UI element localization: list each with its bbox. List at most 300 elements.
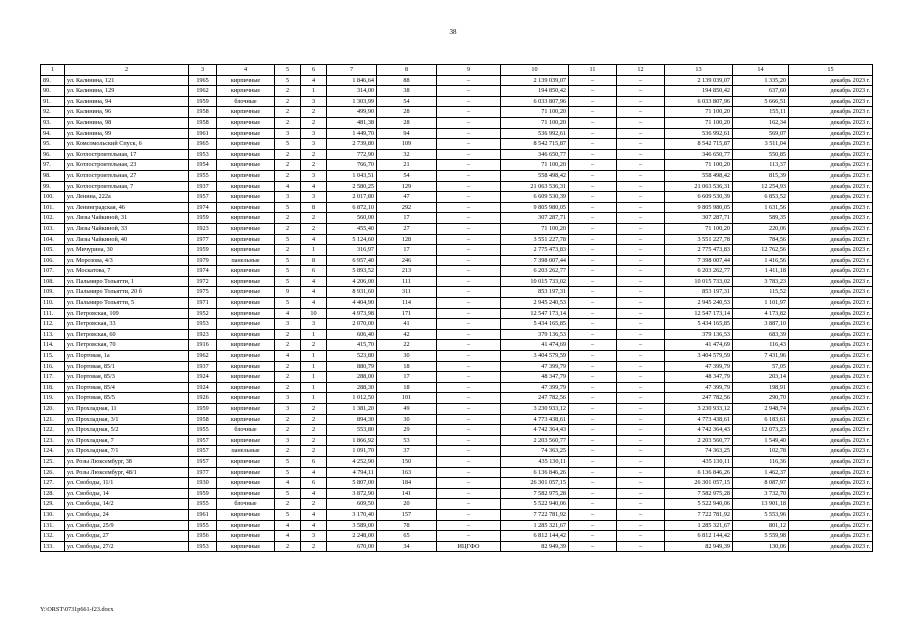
table-cell: 12 762,56	[733, 245, 789, 256]
table-row	[41, 456, 873, 467]
table-cell: 415,70	[327, 340, 377, 351]
table-cell: 4	[301, 298, 327, 309]
table-cell: 379 136,53	[665, 329, 733, 340]
table-cell: декабрь 2023 г.	[789, 139, 873, 150]
table-cell: 1	[301, 382, 327, 393]
table-cell: 74 363,25	[501, 446, 569, 457]
table-cell: 155,11	[733, 107, 789, 118]
table-cell: –	[617, 446, 665, 457]
table-cell: 853 197,31	[501, 287, 569, 298]
table-cell: 2 580,25	[327, 181, 377, 192]
table-cell: 606,40	[327, 329, 377, 340]
table-cell: 162,34	[733, 117, 789, 128]
table-cell: –	[617, 149, 665, 160]
table-cell: 6 609 530,39	[501, 192, 569, 203]
table-cell: 307 287,71	[665, 213, 733, 224]
table-cell: 5 807,00	[327, 478, 377, 489]
table-cell: 3	[275, 319, 301, 330]
table-cell: декабрь 2023 г.	[789, 425, 873, 436]
table-cell: –	[569, 509, 617, 520]
table-cell: 766,70	[327, 160, 377, 171]
table-cell: кирпичные	[217, 202, 275, 213]
table-cell: 3 732,70	[733, 488, 789, 499]
table-row	[41, 488, 873, 499]
table-cell: ул. Котлостроительная, 17	[65, 149, 189, 160]
table-cell: 3	[275, 128, 301, 139]
table-cell: 49	[377, 404, 437, 415]
table-cell: 115,52	[733, 287, 789, 298]
table-cell: 3 887,10	[733, 319, 789, 330]
table-cell: –	[569, 372, 617, 383]
table-cell: 1 449,70	[327, 128, 377, 139]
table-cell: ИЦГФО	[437, 541, 501, 552]
table-cell: 247 782,56	[501, 393, 569, 404]
table-cell: 4	[301, 181, 327, 192]
table-cell: 10 015 733,02	[501, 276, 569, 287]
table-cell: 102,78	[733, 446, 789, 457]
table-cell: 106.	[41, 255, 65, 266]
table-cell: 2	[275, 372, 301, 383]
table-cell: 194 850,42	[665, 86, 733, 97]
table-cell: 102.	[41, 213, 65, 224]
table-cell: 880,79	[327, 361, 377, 372]
table-cell: 1974	[189, 202, 217, 213]
table-cell: 1959	[189, 213, 217, 224]
table-cell: декабрь 2023 г.	[789, 499, 873, 510]
table-cell: 1916	[189, 340, 217, 351]
table-cell: 292	[377, 202, 437, 213]
table-body	[41, 75, 873, 552]
table-cell: 28	[377, 107, 437, 118]
table-cell: 4	[301, 234, 327, 245]
table-cell: 558 498,42	[501, 170, 569, 181]
table-cell: –	[569, 499, 617, 510]
table-cell: 1	[301, 372, 327, 383]
table-cell: 71 100,20	[501, 107, 569, 118]
table-cell: 2	[275, 107, 301, 118]
table-cell: 6 609 530,39	[665, 192, 733, 203]
table-cell: кирпичные	[217, 467, 275, 478]
table-cell: 213	[377, 266, 437, 277]
table-row	[41, 86, 873, 97]
table-cell: 2	[275, 213, 301, 224]
table-cell: 772,90	[327, 149, 377, 160]
table-cell: декабрь 2023 г.	[789, 467, 873, 478]
table-cell: 2	[301, 213, 327, 224]
table-cell: 1926	[189, 393, 217, 404]
table-cell: –	[617, 520, 665, 531]
table-cell: –	[617, 435, 665, 446]
table-cell: 6	[301, 266, 327, 277]
table-cell: 5	[275, 298, 301, 309]
table-cell: 1957	[189, 435, 217, 446]
table-cell: блочные	[217, 425, 275, 436]
table-row	[41, 319, 873, 330]
table-cell: 2	[301, 223, 327, 234]
table-cell: 104.	[41, 234, 65, 245]
table-cell: декабрь 2023 г.	[789, 160, 873, 171]
table-cell: –	[617, 128, 665, 139]
table-cell: ул. Петровская, 109	[65, 308, 189, 319]
table-cell: –	[569, 266, 617, 277]
table-cell: 288,30	[327, 382, 377, 393]
table-row	[41, 117, 873, 128]
table-cell: ул. Прохладная, 5/2	[65, 425, 189, 436]
table-cell: ул. Калинина, 129	[65, 86, 189, 97]
table-cell: кирпичные	[217, 478, 275, 489]
table-cell: 2 139 039,07	[501, 75, 569, 86]
table-cell: 89.	[41, 75, 65, 86]
table-cell: 47 399,79	[665, 361, 733, 372]
table-cell: 10 015 733,02	[665, 276, 733, 287]
table-cell: 4 773 438,61	[665, 414, 733, 425]
table-cell: декабрь 2023 г.	[789, 75, 873, 86]
table-cell: 3 170,40	[327, 509, 377, 520]
table-cell: 130.	[41, 509, 65, 520]
table-cell: 163	[377, 467, 437, 478]
table-cell: 4	[301, 488, 327, 499]
table-cell: 117.	[41, 372, 65, 383]
table-cell: 6	[301, 478, 327, 489]
table-cell: кирпичные	[217, 509, 275, 520]
table-cell: 6 203 262,77	[501, 266, 569, 277]
table-cell: 1953	[189, 541, 217, 552]
table-row	[41, 435, 873, 446]
table-cell: 113.	[41, 329, 65, 340]
table-cell: 130,06	[733, 541, 789, 552]
table-cell: –	[569, 117, 617, 128]
table-cell: 346 650,77	[501, 149, 569, 160]
table-cell: 92.	[41, 107, 65, 118]
table-cell: 2	[301, 541, 327, 552]
table-cell: 157	[377, 509, 437, 520]
table-cell: 1965	[189, 139, 217, 150]
column-header: 8	[377, 65, 437, 76]
table-cell: –	[617, 499, 665, 510]
table-cell: кирпичные	[217, 181, 275, 192]
table-row	[41, 181, 873, 192]
table-cell: 246	[377, 255, 437, 266]
table-cell: –	[437, 456, 501, 467]
table-cell: –	[617, 202, 665, 213]
table-cell: –	[437, 446, 501, 457]
table-cell: 2	[275, 96, 301, 107]
table-cell: 6 872,10	[327, 202, 377, 213]
table-cell: 314,00	[327, 86, 377, 97]
table-cell: –	[617, 319, 665, 330]
table-cell: 34	[377, 541, 437, 552]
table-cell: ул. Прохладная, 7	[65, 435, 189, 446]
table-cell: 4 794,11	[327, 467, 377, 478]
table-cell: –	[617, 234, 665, 245]
table-cell: 2	[275, 149, 301, 160]
table-cell: 105.	[41, 245, 65, 256]
table-cell: 1955	[189, 520, 217, 531]
table-cell: –	[437, 329, 501, 340]
table-cell: 1923	[189, 223, 217, 234]
table-cell: 96.	[41, 149, 65, 160]
table-row	[41, 149, 873, 160]
table-cell: декабрь 2023 г.	[789, 509, 873, 520]
table-cell: 4	[275, 351, 301, 362]
table-cell: –	[437, 435, 501, 446]
table-cell: 103.	[41, 223, 65, 234]
table-cell: 116.	[41, 361, 65, 372]
table-cell: 1	[301, 393, 327, 404]
table-cell: 1979	[189, 255, 217, 266]
table-row	[41, 404, 873, 415]
table-cell: 1 631,56	[733, 202, 789, 213]
table-cell: 2	[301, 414, 327, 425]
table-cell: 853 197,31	[665, 287, 733, 298]
table-cell: –	[569, 202, 617, 213]
table-cell: ул. Портовая, 85/5	[65, 393, 189, 404]
table-cell: 4 206,00	[327, 276, 377, 287]
table-cell: 71 100,20	[501, 223, 569, 234]
table-cell: ул. Свободы, 14/2	[65, 499, 189, 510]
table-cell: 3	[275, 404, 301, 415]
table-cell: 2	[301, 425, 327, 436]
table-cell: декабрь 2023 г.	[789, 117, 873, 128]
table-cell: 126.	[41, 467, 65, 478]
table-cell: 171	[377, 308, 437, 319]
table-cell: кирпичные	[217, 266, 275, 277]
table-cell: –	[437, 298, 501, 309]
table-cell: 57,05	[733, 361, 789, 372]
table-cell: –	[617, 107, 665, 118]
table-cell: 1957	[189, 446, 217, 457]
table-cell: 3	[275, 435, 301, 446]
table-cell: кирпичные	[217, 117, 275, 128]
table-cell: –	[437, 234, 501, 245]
table-cell: –	[437, 382, 501, 393]
table-cell: –	[617, 425, 665, 436]
table-cell: ул. Свободы, 27/2	[65, 541, 189, 552]
table-cell: 589,35	[733, 213, 789, 224]
table-cell: 8	[301, 255, 327, 266]
table-cell: 1 303,99	[327, 96, 377, 107]
table-cell: 5 893,52	[327, 266, 377, 277]
table-cell: 101.	[41, 202, 65, 213]
table-cell: кирпичные	[217, 340, 275, 351]
table-cell: 5	[275, 467, 301, 478]
table-cell: декабрь 2023 г.	[789, 287, 873, 298]
table-cell: ул. Пальмиро Тольятти, 20 б	[65, 287, 189, 298]
table-cell: –	[437, 181, 501, 192]
table-cell: 13 901,18	[733, 499, 789, 510]
table-cell: декабрь 2023 г.	[789, 478, 873, 489]
table-row	[41, 287, 873, 298]
table-cell: 184	[377, 478, 437, 489]
table-cell: 435 130,11	[501, 456, 569, 467]
table-cell: ул. Портовая, 1а	[65, 351, 189, 362]
table-cell: 1974	[189, 266, 217, 277]
column-header: 5	[275, 65, 301, 76]
table-cell: декабрь 2023 г.	[789, 255, 873, 266]
table-row	[41, 96, 873, 107]
table-cell: –	[569, 223, 617, 234]
table-cell: –	[437, 287, 501, 298]
table-cell: декабрь 2023 г.	[789, 245, 873, 256]
table-cell: 455,40	[327, 223, 377, 234]
table-cell: 1961	[189, 128, 217, 139]
table-cell: –	[569, 456, 617, 467]
table-cell: ул. Пальмиро Тольятти, 1	[65, 276, 189, 287]
table-cell: 3	[275, 393, 301, 404]
table-row	[41, 75, 873, 86]
table-cell: ул. Розы Люксембург, 48/1	[65, 467, 189, 478]
table-cell: 2	[275, 425, 301, 436]
table-cell: –	[569, 308, 617, 319]
table-cell: 1955	[189, 425, 217, 436]
table-cell: 71 100,20	[665, 117, 733, 128]
table-cell: 38	[377, 86, 437, 97]
table-cell: 6 033 807,96	[665, 96, 733, 107]
table-cell: 71 100,20	[501, 160, 569, 171]
table-cell: 18	[377, 361, 437, 372]
table-cell: ул. Калинина, 121	[65, 75, 189, 86]
table-cell: 101	[377, 393, 437, 404]
table-cell: 41 474,69	[665, 340, 733, 351]
table-cell: –	[617, 181, 665, 192]
table-cell: 5 124,60	[327, 234, 377, 245]
table-cell: 3	[301, 531, 327, 542]
table-cell: 1957	[189, 456, 217, 467]
table-cell: 2	[275, 160, 301, 171]
table-cell: –	[569, 435, 617, 446]
table-cell: 125.	[41, 456, 65, 467]
table-cell: –	[617, 86, 665, 97]
table-cell: ул. Свободы, 25/9	[65, 520, 189, 531]
table-cell: 5	[275, 234, 301, 245]
table-cell: 481,38	[327, 117, 377, 128]
table-row	[41, 308, 873, 319]
table-cell: декабрь 2023 г.	[789, 361, 873, 372]
table-cell: 4 773 438,61	[501, 414, 569, 425]
table-cell: 4	[301, 509, 327, 520]
table-cell: 6 033 807,96	[501, 96, 569, 107]
table-cell: декабрь 2023 г.	[789, 266, 873, 277]
table-cell: кирпичные	[217, 245, 275, 256]
table-cell: 133.	[41, 541, 65, 552]
table-cell: 4	[275, 478, 301, 489]
table-cell: 5 559,98	[733, 531, 789, 542]
table-cell: 78	[377, 520, 437, 531]
column-header: 7	[327, 65, 377, 76]
table-cell: 8	[301, 202, 327, 213]
table-cell: 1972	[189, 276, 217, 287]
table-cell: ул. Лизы Чайкиной, 33	[65, 223, 189, 234]
table-cell: –	[569, 361, 617, 372]
table-cell: –	[617, 255, 665, 266]
table-cell: 121.	[41, 414, 65, 425]
table-cell: 17	[377, 245, 437, 256]
table-cell: 435 130,11	[665, 456, 733, 467]
table-cell: –	[437, 160, 501, 171]
table-cell: 560,00	[327, 213, 377, 224]
table-cell: 90.	[41, 86, 65, 97]
table-cell: 119.	[41, 393, 65, 404]
table-cell: декабрь 2023 г.	[789, 181, 873, 192]
table-cell: 109	[377, 139, 437, 150]
table-cell: 3	[275, 192, 301, 203]
table-cell: 1	[301, 361, 327, 372]
table-cell: кирпичные	[217, 86, 275, 97]
table-cell: декабрь 2023 г.	[789, 488, 873, 499]
table-cell: 26 301 057,15	[501, 478, 569, 489]
table-cell: 111.	[41, 308, 65, 319]
table-row	[41, 372, 873, 383]
table-cell: –	[437, 414, 501, 425]
table-cell: 5	[275, 266, 301, 277]
table-cell: –	[437, 192, 501, 203]
table-cell: 2 203 560,77	[501, 435, 569, 446]
table-cell: –	[437, 425, 501, 436]
table-cell: 18	[377, 382, 437, 393]
table-cell: 2	[275, 414, 301, 425]
table-cell: 6	[301, 456, 327, 467]
table-cell: 288,00	[327, 372, 377, 383]
table-cell: –	[569, 414, 617, 425]
table-cell: –	[437, 276, 501, 287]
table-cell: –	[437, 255, 501, 266]
table-cell: 2 945 240,53	[665, 298, 733, 309]
table-cell: 1962	[189, 351, 217, 362]
table-cell: ул. Калинина, 96	[65, 107, 189, 118]
table-cell: 198,91	[733, 382, 789, 393]
table-row	[41, 128, 873, 139]
table-cell: 28	[377, 117, 437, 128]
table-cell: –	[617, 160, 665, 171]
table-cell: 2 945 240,53	[501, 298, 569, 309]
table-cell: 53	[377, 435, 437, 446]
table-cell: декабрь 2023 г.	[789, 96, 873, 107]
table-cell: 21 063 536,31	[501, 181, 569, 192]
table-cell: 37	[377, 446, 437, 457]
table-cell: кирпичные	[217, 223, 275, 234]
table-cell: 3 551 227,78	[501, 234, 569, 245]
table-cell: ул. Пальмиро Тольятти, 5	[65, 298, 189, 309]
table-cell: 2 775 473,83	[665, 245, 733, 256]
table-cell: кирпичные	[217, 213, 275, 224]
column-header: 1	[41, 65, 65, 76]
table-cell: 1953	[189, 149, 217, 160]
table-cell: декабрь 2023 г.	[789, 319, 873, 330]
table-cell: 1965	[189, 75, 217, 86]
table-cell: 1	[301, 351, 327, 362]
table-cell: декабрь 2023 г.	[789, 393, 873, 404]
table-cell: ул. Котлостроительная, 23	[65, 160, 189, 171]
table-cell: –	[569, 255, 617, 266]
header-row	[41, 65, 873, 76]
table-cell: 2	[275, 446, 301, 457]
page-number: 38	[449, 28, 457, 36]
table-cell: ул. Свободы, 24	[65, 509, 189, 520]
table-cell: 2	[301, 499, 327, 510]
table-row	[41, 234, 873, 245]
table-cell: 683,39	[733, 329, 789, 340]
table-row	[41, 340, 873, 351]
table-cell: 1937	[189, 361, 217, 372]
table-cell: 124.	[41, 446, 65, 457]
table-cell: 1 285 321,67	[665, 520, 733, 531]
table-cell: –	[569, 234, 617, 245]
table-cell: 4 742 364,43	[665, 425, 733, 436]
table-cell: декабрь 2023 г.	[789, 128, 873, 139]
table-cell: 307 287,71	[501, 213, 569, 224]
table-cell: декабрь 2023 г.	[789, 520, 873, 531]
table-cell: декабрь 2023 г.	[789, 372, 873, 383]
